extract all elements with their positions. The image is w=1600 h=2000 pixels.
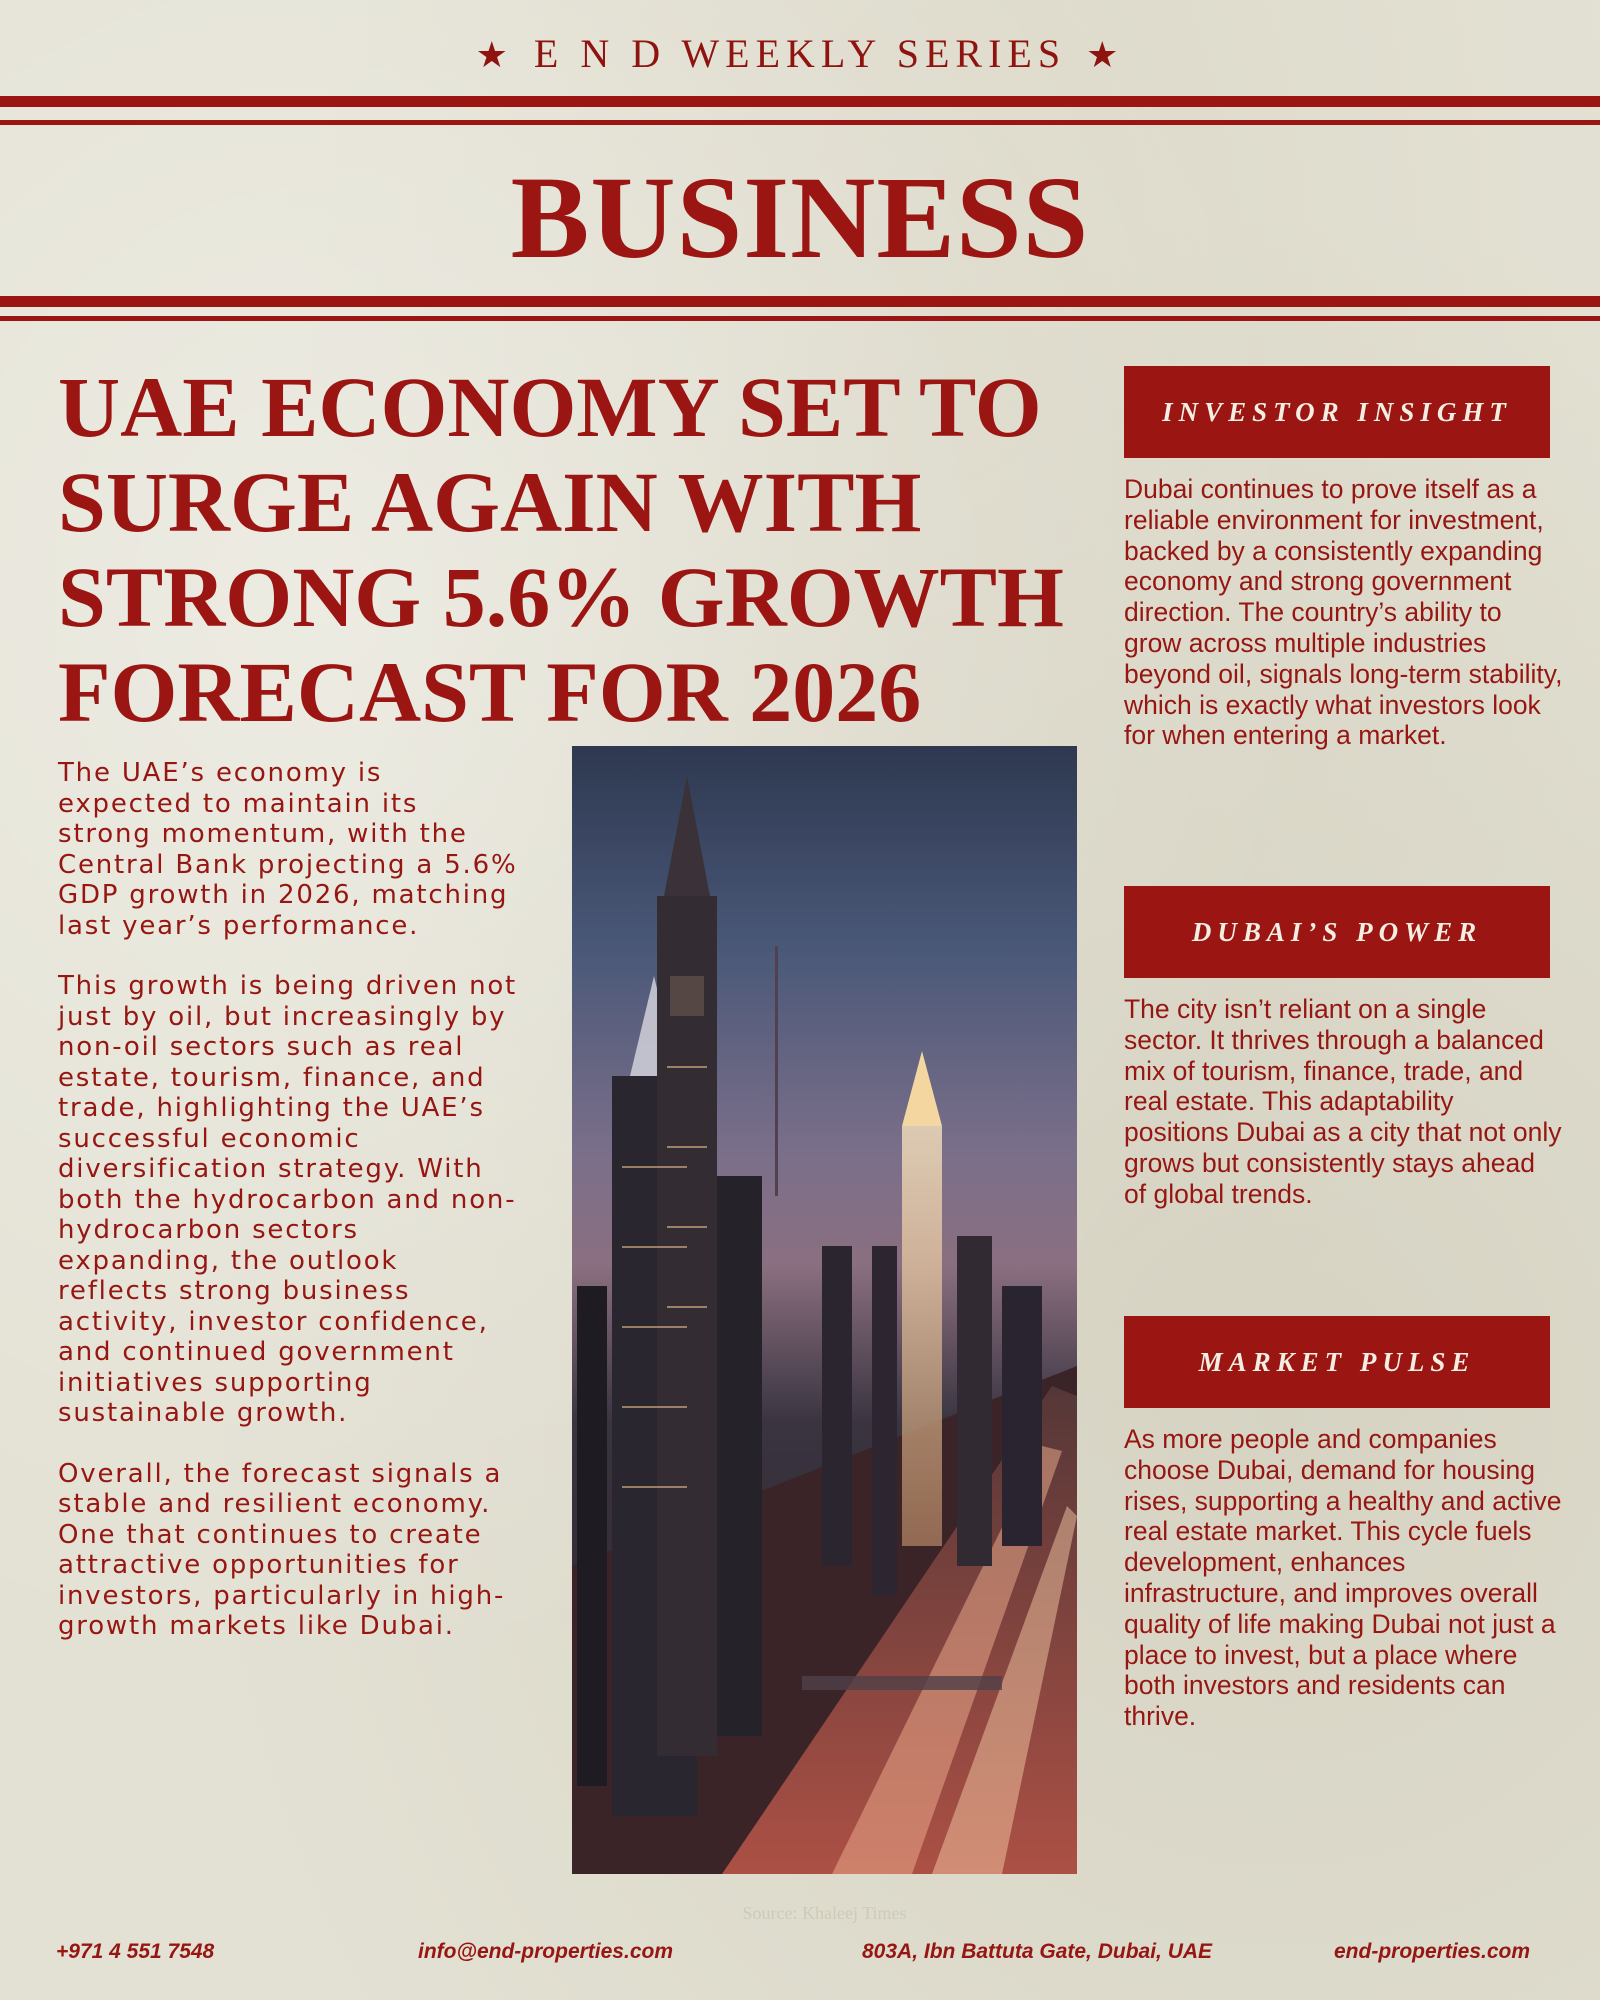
divider — [0, 296, 1600, 307]
series-title: E N D WEEKLY SERIES — [533, 31, 1067, 76]
investor-insight-heading: INVESTOR INSIGHT — [1124, 366, 1550, 458]
investor-insight-text: Dubai continues to prove itself as a reliable environment for investment, backed by a consistently expanding economy and strong government direction. The country’s ability to grow across multiple industries beyond oil, signals long-term stability, which is exactly what investors look for when entering a market. — [1124, 474, 1563, 751]
market-pulse-heading: MARKET PULSE — [1124, 1316, 1550, 1408]
skyline-illustration — [572, 746, 1077, 1874]
market-pulse-text: As more people and companies choose Dubai, demand for housing rises, supporting a healthy and active real estate market. This cycle fuels development, enhances infrastructure, and improves overall quality of life making Dubai not just a place to invest, but a place where both investors and residents can thrive. — [1124, 1424, 1562, 1732]
series-banner — [0, 30, 1600, 77]
footer-phone: +971 4 551 7548 — [56, 1940, 215, 1963]
footer-address: 803A, Ibn Battuta Gate, Dubai, UAE — [862, 1940, 1213, 1963]
footer-email: info@end-properties.com — [418, 1940, 673, 1963]
footer-website: end-properties.com — [1334, 1940, 1531, 1963]
star-icon: ★ — [1086, 35, 1125, 75]
footer — [0, 1940, 1600, 1972]
star-icon: ★ — [475, 35, 514, 75]
article-paragraph: Overall, the forecast signals a stable and resilient economy. One that continues to create attractive opportunities for investors, particularly in high-growth markets like Dubai. — [58, 1458, 506, 1641]
article-paragraph: This growth is being driven not just by oil, but increasingly by non-oil sectors such as real estate, tourism, finance, and trade, highlighting the UAE’s successful economic diversification strategy. With both the hydrocarbon and non-hydrocarbon sectors expanding, the outlook reflects strong business activity, investor confidence, and continued government initiatives supporting sustainable growth. — [58, 971, 518, 1428]
image-source-caption: Source: Khaleej Times — [742, 1903, 907, 1923]
divider — [0, 316, 1600, 321]
main-article — [58, 758, 518, 1672]
divider — [0, 120, 1600, 125]
section-title: BUSINESS — [510, 152, 1090, 283]
article-headline: UAE ECONOMY SET TO SURGE AGAIN WITH STRONG 5.6% GROWTH FORECAST FOR 2026 — [58, 359, 1064, 740]
article-paragraph: The UAE’s economy is expected to maintain its strong momentum, with the Central Bank projecting a 5.6% GDP growth in 2026, matching last year’s performance. — [58, 758, 518, 941]
divider — [0, 96, 1600, 107]
city-skyline-photo — [572, 746, 1077, 1874]
dubais-power-heading: DUBAI’S POWER — [1124, 886, 1550, 978]
dubais-power-text: The city isn’t reliant on a single sector. It thrives through a balanced mix of tourism, finance, trade, and real estate. This adaptability positions Dubai as a city that not only grows but consistently stays ahead of global trends. — [1124, 994, 1562, 1209]
